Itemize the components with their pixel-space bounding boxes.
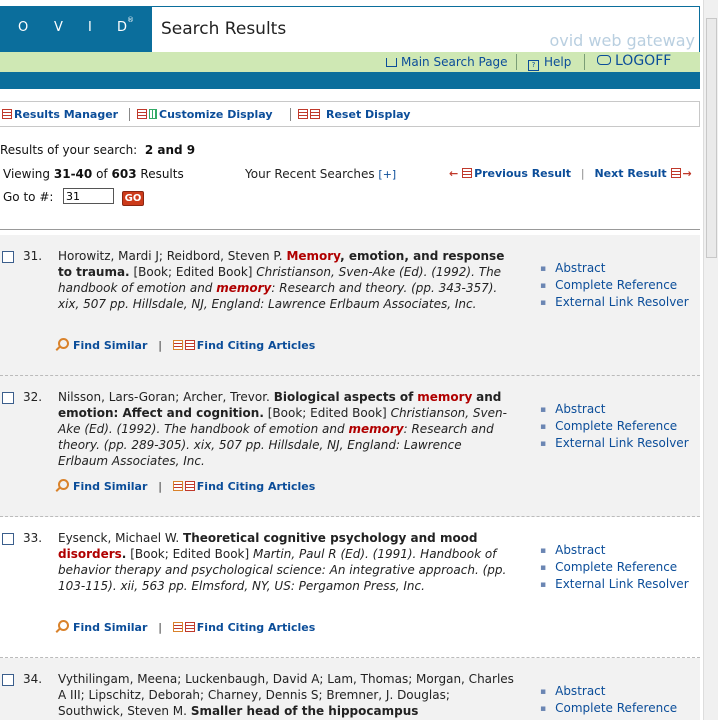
result-links bbox=[540, 401, 689, 452]
toolbar-divider bbox=[290, 108, 291, 121]
find-similar-label: Find Similar bbox=[73, 621, 148, 634]
authors: Eysenck, Michael W. bbox=[58, 531, 180, 545]
home-icon bbox=[386, 58, 397, 67]
logoff-icon bbox=[597, 55, 611, 65]
logo-letter: V bbox=[54, 20, 63, 35]
nav-divider bbox=[584, 54, 585, 70]
logoff-link[interactable] bbox=[597, 53, 671, 69]
result-number: 32. bbox=[23, 390, 43, 404]
find-similar-link[interactable] bbox=[58, 480, 147, 493]
select-checkbox[interactable] bbox=[2, 533, 14, 545]
abstract-link[interactable]: ▪ Abstract bbox=[540, 401, 689, 418]
reset-display-button[interactable] bbox=[298, 108, 410, 121]
citing-icon bbox=[173, 622, 183, 632]
authors: Vythilingam, Meena; Luckenbaugh, David A; Lam, Thomas; Morgan, Charles A III; Lipschitz, Deborah; Charney, Dennis S; Bremner, J. Douglas; Southwick, Steven M. bbox=[58, 672, 514, 718]
scrollbar-thumb[interactable] bbox=[706, 18, 717, 258]
title-bar bbox=[152, 6, 700, 52]
citing-icon-2 bbox=[185, 340, 195, 350]
vertical-scrollbar[interactable] bbox=[703, 0, 718, 720]
find-citing-link[interactable] bbox=[173, 480, 316, 493]
complete-reference-link[interactable]: ▪ Complete Reference bbox=[540, 700, 677, 717]
go-button[interactable]: GO bbox=[122, 191, 144, 206]
find-similar-label: Find Similar bbox=[73, 480, 148, 493]
search-summary bbox=[0, 143, 195, 157]
find-citing-link[interactable] bbox=[173, 621, 316, 634]
viewing-total: 603 bbox=[111, 167, 137, 181]
result-item bbox=[0, 658, 700, 720]
citing-icon-2 bbox=[185, 622, 195, 632]
result-actions bbox=[58, 479, 315, 493]
citing-icon-2 bbox=[185, 481, 195, 491]
top-nav bbox=[0, 52, 700, 72]
complete-reference-link[interactable]: ▪ Complete Reference bbox=[540, 559, 689, 576]
recent-searches-label: Your Recent Searches bbox=[245, 167, 375, 181]
reset-display-label: Reset Display bbox=[326, 108, 411, 121]
title-rest: . bbox=[121, 547, 127, 561]
result-links bbox=[540, 260, 689, 311]
viewing-of: of bbox=[96, 167, 108, 181]
select-checkbox[interactable] bbox=[2, 392, 14, 404]
result-links bbox=[540, 542, 689, 593]
logo-letter: D bbox=[117, 20, 128, 35]
page-title: Search Results bbox=[161, 19, 287, 39]
toolbar-divider bbox=[129, 108, 130, 121]
divider bbox=[0, 229, 700, 230]
recent-searches bbox=[245, 167, 396, 181]
results-manager-label: Results Manager bbox=[14, 108, 119, 121]
citing-icon bbox=[173, 340, 183, 350]
goto-label: Go to #: bbox=[3, 190, 54, 204]
viewing-suffix: Results bbox=[140, 167, 184, 181]
result-item bbox=[0, 517, 700, 658]
reset-display-icon bbox=[298, 109, 308, 119]
magnifier-icon bbox=[58, 479, 69, 490]
nav-divider bbox=[516, 54, 517, 70]
find-citing-label: Find Citing Articles bbox=[196, 621, 316, 634]
action-divider: | bbox=[158, 339, 162, 352]
help-label: Help bbox=[544, 55, 572, 69]
external-link-resolver[interactable]: ▪ External Link Resolver bbox=[540, 576, 689, 593]
main-search-label: Main Search Page bbox=[401, 55, 508, 69]
previous-page-icon bbox=[462, 168, 472, 178]
reset-display-icon-2 bbox=[310, 109, 320, 119]
customize-display-icon bbox=[137, 109, 147, 119]
logoff-label: LOGOFF bbox=[615, 53, 672, 69]
customize-display-button[interactable] bbox=[137, 108, 273, 121]
main-search-link[interactable] bbox=[386, 55, 508, 69]
publication-type: [Book; Edited Book] bbox=[267, 406, 387, 420]
help-link[interactable] bbox=[528, 55, 571, 71]
source-highlight: memory bbox=[216, 281, 272, 295]
external-link-resolver[interactable]: ▪ External Link Resolver bbox=[540, 294, 689, 311]
source-rest: : Research and theory. (pp. 343-357). xix, 507 pp. Hillsdale, NJ, England: Lawrence Erlbaum Associates, Inc. bbox=[58, 281, 498, 311]
source-rest: : Research and theory. (pp. 289-305). xix, 507 pp. Hillsdale, NJ, England: Lawrence Erlbaum Associates, Inc. bbox=[58, 422, 494, 468]
select-checkbox[interactable] bbox=[2, 251, 14, 263]
citing-icon bbox=[173, 481, 183, 491]
action-divider: | bbox=[158, 621, 162, 634]
logo-letter: O bbox=[18, 20, 29, 35]
source-highlight: memory bbox=[348, 422, 404, 436]
title: Smaller head of the hippocampus bbox=[190, 704, 419, 718]
source: Christianson, Sven-Ake (Ed). (1992). The handbook of emotion and bbox=[58, 406, 507, 436]
help-icon: ? bbox=[528, 60, 539, 71]
title-highlight: memory bbox=[417, 390, 473, 404]
ovid-logo bbox=[0, 6, 152, 52]
goto-input[interactable] bbox=[63, 188, 114, 204]
title-highlight: disorders bbox=[58, 547, 122, 561]
result-number: 33. bbox=[23, 531, 43, 545]
result-actions bbox=[58, 620, 315, 634]
authors: Nilsson, Lars-Goran; Archer, Trevor. bbox=[58, 390, 270, 404]
find-citing-label: Find Citing Articles bbox=[196, 339, 316, 352]
title: Theoretical cognitive psychology and mood bbox=[183, 531, 478, 545]
recent-searches-expand[interactable]: [+] bbox=[378, 168, 397, 181]
arrow-left-icon: ← bbox=[449, 167, 459, 180]
viewing-range-value: 31-40 bbox=[53, 167, 93, 181]
source: Martin, Paul R (Ed). (1991). Handbook of behavior therapy and psychological science: An integrative approach. (pp. 103-115). xii, 563 pp. Elmsford, NY, US: Pergamon Press, Inc. bbox=[58, 547, 507, 593]
complete-reference-link[interactable]: ▪ Complete Reference bbox=[540, 277, 689, 294]
select-checkbox[interactable] bbox=[2, 674, 14, 686]
logo-letter: I bbox=[88, 20, 92, 35]
complete-reference-link[interactable]: ▪ Complete Reference bbox=[540, 418, 689, 435]
abstract-link[interactable]: ▪ Abstract bbox=[540, 683, 677, 700]
title: , emotion, and response to trauma. bbox=[58, 249, 505, 279]
title: Biological aspects of bbox=[273, 390, 414, 404]
next-result-link[interactable] bbox=[594, 167, 691, 180]
viewing-prefix: Viewing bbox=[3, 167, 51, 181]
viewing-range bbox=[3, 167, 184, 181]
results-toolbar bbox=[0, 101, 700, 127]
arrow-right-icon: → bbox=[682, 167, 692, 180]
result-paging bbox=[449, 167, 692, 180]
result-links bbox=[540, 683, 677, 717]
title-highlight: Memory bbox=[286, 249, 341, 263]
find-citing-link[interactable] bbox=[173, 339, 316, 352]
paging-divider: | bbox=[580, 167, 585, 180]
citation bbox=[58, 530, 514, 594]
summary-label: Results of your search: bbox=[0, 143, 138, 157]
external-link-resolver[interactable]: ▪ External Link Resolver bbox=[540, 435, 689, 452]
customize-display-label: Customize Display bbox=[159, 108, 273, 121]
gateway-label: ovid web gateway bbox=[549, 31, 695, 50]
authors: Horowitz, Mardi J; Reidbord, Steven P. bbox=[58, 249, 283, 263]
registered-mark: ® bbox=[127, 16, 134, 24]
results-manager-icon bbox=[2, 109, 12, 119]
citation bbox=[58, 671, 514, 719]
find-similar-link[interactable] bbox=[58, 339, 147, 352]
publication-type: [Book; Edited Book] bbox=[130, 547, 250, 561]
result-actions bbox=[58, 338, 315, 352]
citation bbox=[58, 389, 514, 469]
results-manager-button[interactable] bbox=[2, 108, 118, 121]
search-query: 2 and 9 bbox=[144, 143, 196, 157]
magnifier-icon bbox=[58, 620, 69, 631]
result-number: 31. bbox=[23, 249, 43, 263]
abstract-link[interactable]: ▪ Abstract bbox=[540, 542, 689, 559]
result-item bbox=[0, 376, 700, 517]
next-result-label: Next Result bbox=[594, 167, 667, 180]
find-citing-label: Find Citing Articles bbox=[196, 480, 316, 493]
result-item bbox=[0, 235, 700, 376]
result-number: 34. bbox=[23, 672, 43, 686]
action-divider: | bbox=[158, 480, 162, 493]
previous-result-link[interactable] bbox=[449, 167, 571, 180]
previous-result-label: Previous Result bbox=[474, 167, 572, 180]
magnifier-icon bbox=[58, 338, 69, 349]
find-similar-link[interactable] bbox=[58, 621, 147, 634]
abstract-link[interactable]: ▪ Abstract bbox=[540, 260, 689, 277]
next-page-icon bbox=[671, 168, 681, 178]
citation bbox=[58, 248, 514, 312]
find-similar-label: Find Similar bbox=[73, 339, 148, 352]
header-stripe bbox=[0, 72, 700, 89]
source: Christianson, Sven-Ake (Ed). (1992). The handbook of emotion and bbox=[58, 265, 502, 295]
customize-grid-icon bbox=[149, 109, 157, 119]
title-rest: and emotion: Affect and cognition. bbox=[58, 390, 502, 420]
publication-type: [Book; Edited Book] bbox=[133, 265, 253, 279]
